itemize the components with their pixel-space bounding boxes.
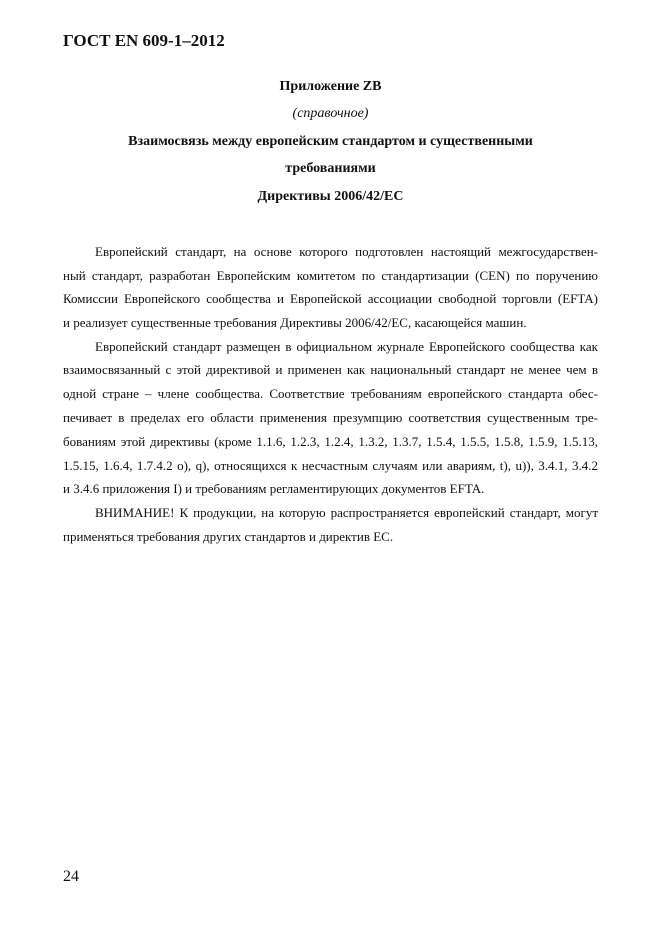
body-line: и реализует существенные требования Директивы 2006/42/ЕС, касающейся машин. (63, 315, 527, 330)
body-line: Комиссии Европейского сообщества и Европейской ассоциации свободной торговли (EFTA) (63, 291, 598, 306)
body-line: бованиям этой директивы (кроме 1.1.6, 1.2.3, 1.2.4, 1.3.2, 1.3.7, 1.5.4, 1.5.5, 1.5.8, 1.5.9, 1.5.13, (63, 434, 598, 449)
body-line: ВНИМАНИЕ! К продукции, на которую распространяется европейский стандарт, могут (95, 505, 598, 520)
body-line: одной стране – члене сообщества. Соответствие требованиям европейского стандарта обес- (63, 386, 598, 401)
body-line: печивает в пределах его области применения презумпцию соответствия существенным тре- (63, 410, 598, 425)
page-number: 24 (63, 868, 79, 885)
body-line: 1.5.15, 1.6.4, 1.7.4.2 o), q), относящихся к несчастным случаям или авариям, t), u)), 3.4.1, 3.4.2 (63, 458, 598, 473)
body-line: Европейский стандарт, на основе которого подготовлен настоящий межгосударствен- (95, 244, 598, 259)
body-line: взаимосвязанный с этой директивой и применен как национальный стандарт не менее чем в (63, 362, 598, 377)
body-line: Европейский стандарт размещен в официальном журнале Европейского сообщества как (95, 339, 598, 354)
body-line: ный стандарт, разработан Европейским комитетом по стандартизации (CEN) по поручению (63, 268, 598, 283)
document-header: ГОСТ EN 609-1–2012 (63, 31, 225, 50)
title-line-3: Директивы 2006/42/ЕС (257, 189, 404, 204)
body-line: применяться требования других стандартов и директив ЕС. (63, 529, 394, 544)
annex-type: (справочное) (292, 106, 369, 121)
body-line: и 3.4.6 приложения I) и требованиям регламентирующих документов EFTA. (63, 481, 485, 496)
annex-title: Приложение ZB (279, 79, 382, 94)
title-line-1: Взаимосвязь между европейским стандартом и существенными (128, 134, 533, 149)
title-line-2: требованиями (285, 161, 376, 176)
